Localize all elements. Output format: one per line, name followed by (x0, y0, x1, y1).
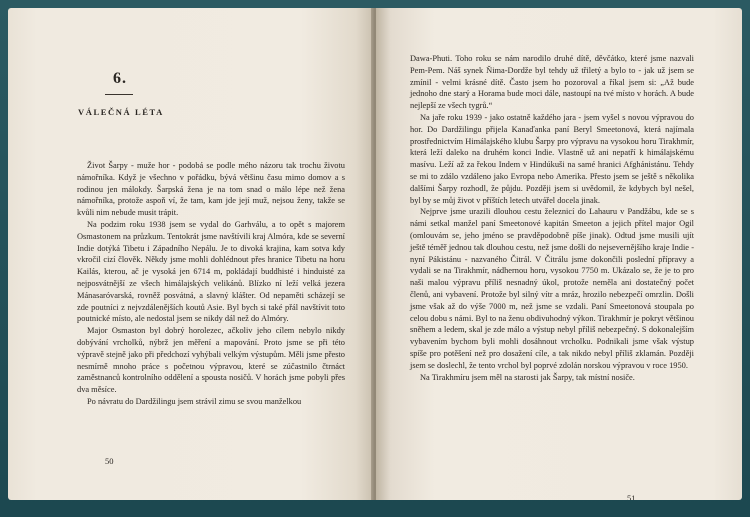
left-page (8, 8, 374, 500)
chapter-divider (105, 94, 133, 95)
right-page-text (410, 53, 694, 383)
chapter-title: VÁLEČNÁ LÉTA (78, 107, 164, 117)
paragraph: Život Šarpy - muže hor - podobá se podle mého názoru tak trochu životu námořníka. Když je všechno v pořádku, bývá většinu času mimo domov a s rodinou jen málokdy. Šarpská žena je na tom snad o málo lépe než žena námořníka, protože aspoň ví, že tam, kam jde její muž, nejsou ženy, takže se kvůli nim nebude musit trápit. (77, 161, 345, 218)
paragraph: Na podzim roku 1938 jsem se vydal do Garhválu, a to opět s majorem Osmastonem na průzkum. Tentokrát jsme navštívili kraj Almóra, kde se severní Indie dotýká Tibetu i Západního Nepálu. Je to divoká krajina, kam sotva kdy vkročil cizí člověk. Někdy jsme mohli dohlédnout přes hranice Tibetu na horu Kailás, kterou, ač je vysoká jen 6714 m, pokládají buddhisté i hinduisté za nejposvátnější ze všech himálajských velikánů. Blízko ní leží velká jezera Mánasaróvarská, rovněž posvátná, a slavný klášter. Od nepaměti scházejí se zde poutníci z nejvzdálenějších koutů Asie. Byl bych si také přál navštívit toto poutnické místo, ale nedostal jsem se nikdy dál než do Almóry. (77, 219, 345, 324)
left-page-text (77, 160, 345, 408)
paragraph: Nejprve jsme urazili dlouhou cestu železnicí do Lahauru v Pandžábu, kde se s námi setkal manžel paní Smeetonové kapitán Smeeton a jejich přítel major Ogil (omlouvám se, jeho jméno se pravděpodobně píše jinak). Odtud jsme musili ujít ještě téměř jednou tak dlouhou cestu, než jsme došli do nejsevernějšího kraje Indie - nyní Pákistánu - nazvaného Čitrál. V Čitrálu jsme dokončili poslední přípravy a vydali se na Tirakhmír, nádhernou horu, vysokou 7750 m. Ukázalo se, že je to pro naši malou výpravu příliš nesnadný úkol, protože neměla ani dostatečný počet členů, ani vybavení. Protože byl silný vítr a mráz, hrozilo nebezpečí omrzlin. Došli jsme však až do výše 7000 m, než jsme se vzdali. Paní Smeetonová stoupala po celou dobu s námi. Byl to na ženu obdivuhodný výkon. Tirakhmír je pokryt většinou sněhem a ledem, skal je zde málo a výstup nebyl příliš nebezpečný. S dokonalejším vybavením bychom byli mohli dosáhnout vrcholku. Podnikali jsme však výstup spíše pro potěšení než pro dosažení cíle, a tak nikdo nebyl příliš zklamán. Později jsem se doslechl, že tento vrchol byl poprvé zdolán norskou výpravou v roce 1950. (410, 207, 694, 370)
page-number: 51 (627, 493, 636, 500)
paragraph: Major Osmaston byl dobrý horolezec, ačkoliv jeho cílem nebylo nikdy dobývání vrcholků, nýbrž jen měření a mapování. Proto jsme se při této výpravě stejně jako při předchozí vyhýbali velkým výstupům. Měli jsme přesto nesmírně mnoho práce s početnou výpravou, které se zúčastnilo čtrnáct zaměstnanců kontrolního oddělení a spousta nosičů. V horách jsme pobyli přes dva měsíce. (77, 326, 345, 395)
right-page (376, 8, 742, 500)
paragraph: Dawa-Phuti. Toho roku se nám narodilo druhé dítě, děvčátko, které jsme nazvali Pem-Pem. Náš synek Ňima-Dordže byl tehdy už třiletý a bylo to - jak už jsem se zmínil - velmi krásné dítě. Často jsem ho pozoroval a říkal jsem si: „Až bude jednoho dne starý a Horama bude moci dále, nastoupí na tvé místo v horách. A bude nejlepší ze všech tygrů.“ (410, 54, 694, 111)
paragraph: Na Tirakhmíru jsem měl na starosti jak Šarpy, tak místní nosiče. (420, 372, 635, 382)
paragraph: Po návratu do Dardžilingu jsem strávil zimu se svou manželkou (87, 396, 302, 406)
chapter-number: 6. (113, 70, 127, 87)
paragraph: Na jaře roku 1939 - jako ostatně každého jara - jsem vyšel s novou výpravou do hor. Do Dardžilingu přijela Kanaďanka paní Beryl Smeetonová, která najímala prostřednictvím Himálajského klubu Šarpy pro výpravu na vysokou horu Tirakhmír, která leží daleko na druhém konci Indie. Vlastně už ani nepatří k himálajskému masívu. Leží až za řekou Indem v Hindúkuši na samé hranici Afghánistánu. Tehdy se mi to zdálo vzdáleno jako Evropa nebo Amerika. Přesto jsem se ještě s několika dalšími Šarpy rozhodl, že půjdu. Později jsem si uvědomil, že kdybych byl nešel, byl by se můj život v příštích letech utvářel docela jinak. (410, 112, 694, 205)
page-number: 50 (105, 456, 114, 466)
